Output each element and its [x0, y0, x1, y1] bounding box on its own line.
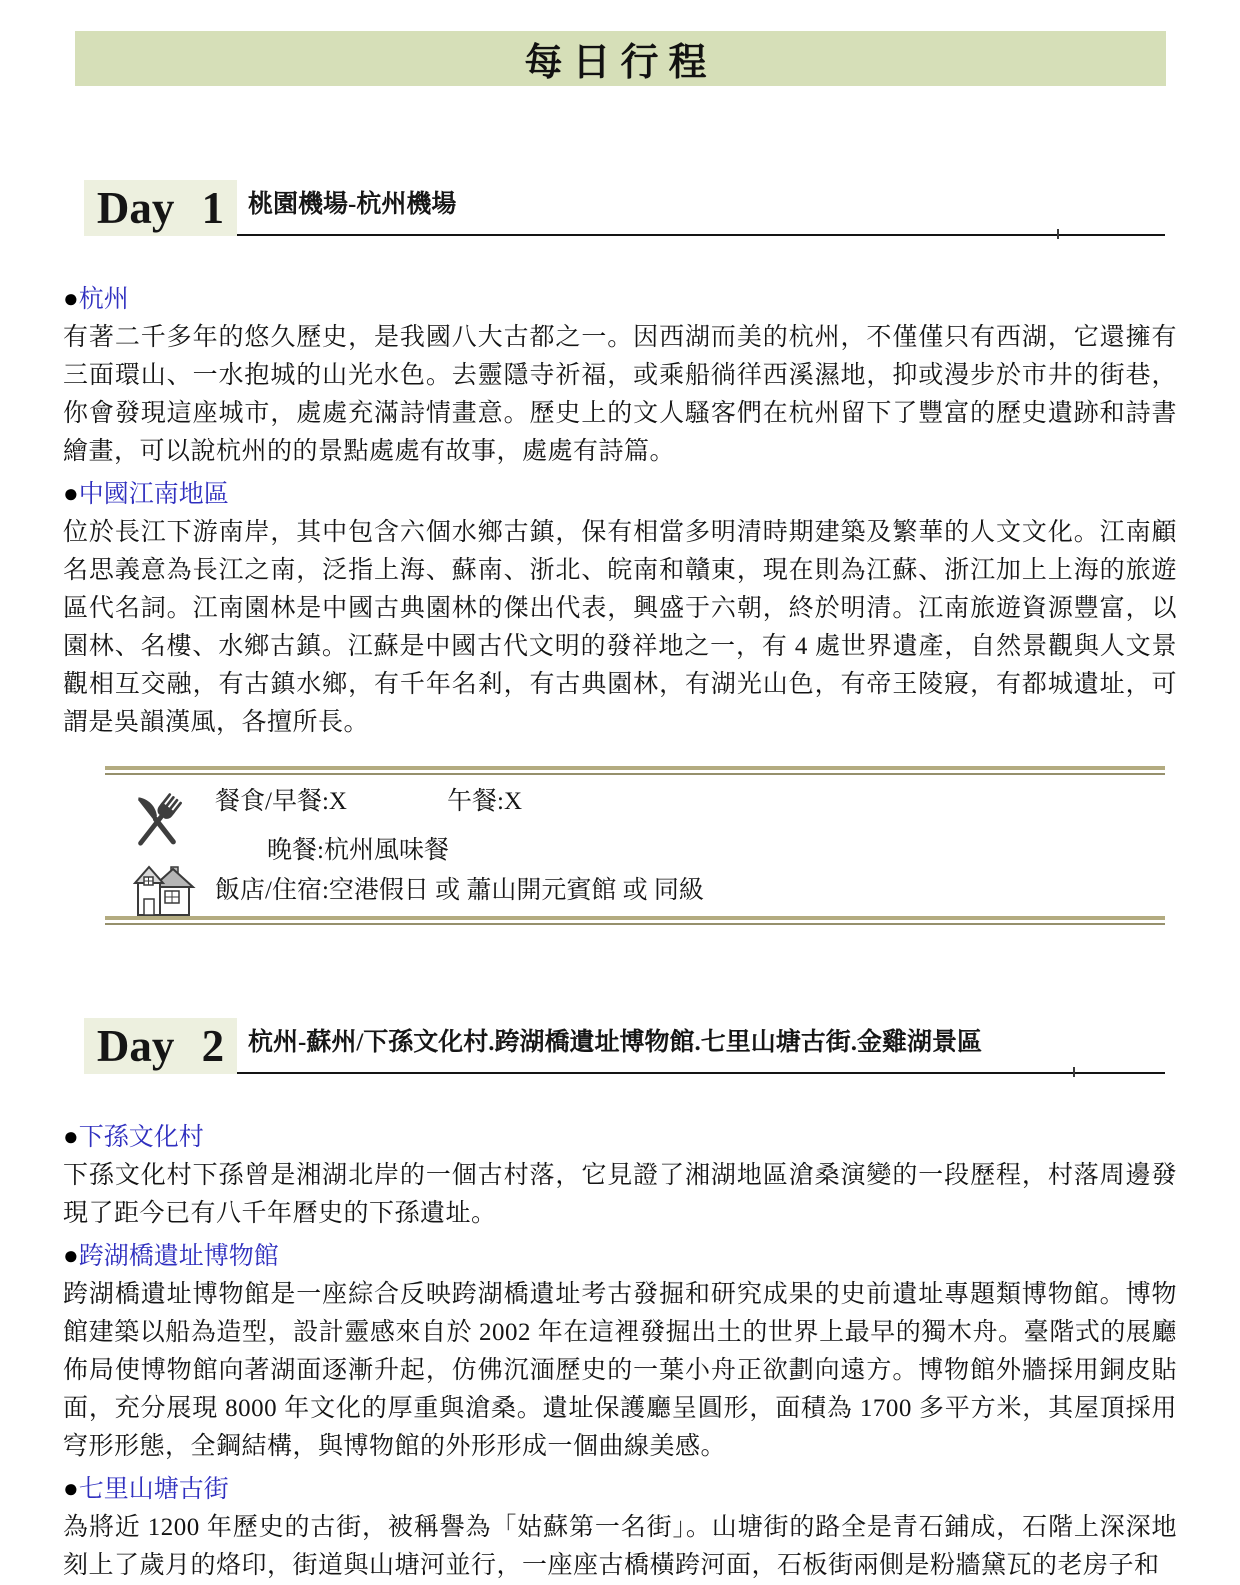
bullet-icon: ● [63, 1474, 79, 1503]
day-1-route: 桃園機場-杭州機場 [248, 191, 457, 218]
day-2-content [63, 1118, 1177, 1585]
meals-hotel-box [105, 766, 1165, 925]
meals-row-dinner [215, 832, 1165, 870]
section-paragraph: 位於長江下游南岸，其中包含六個水鄉古鎮，保有相當多明清時期建築及繁華的人文文化。江南顧名思義意為長江之南，泛指上海、蘇南、浙北、皖南和贛東，現在則為江蘇、浙江加上上海的旅遊區代名詞。江南園林是中國古典園林的傑出代表，興盛于六朝，終於明清。江南旅遊資源豐富，以園林、名樓、水鄉古鎮。江蘇是中國古代文明的發祥地之一，有 4 處世界遺產，自然景觀與人文景觀相互交融，有古鎮水鄉，有千年名剎，有古典園林，有湖光山色，有帝王陵寢，有都城遺址，可謂是吳韻漢風，各擅所長。 [63, 519, 1177, 736]
box-rule-bottom-thin [105, 923, 1165, 925]
day-1-section [0, 180, 1240, 925]
page-title-banner [75, 31, 1166, 86]
day-2-route: 杭州-蘇州/下孫文化村.跨湖橋遺址博物館.七里山塘古街.金雞湖景區 [248, 1029, 983, 1056]
breakfast-value: 餐食/早餐:X [215, 788, 347, 815]
section-heading [63, 1470, 1177, 1509]
fork-knife-icon [127, 789, 187, 858]
bullet-icon: ● [63, 284, 79, 313]
section-paragraph: 有著二千多年的悠久歷史，是我國八大古都之一。因西湖而美的杭州，不僅僅只有西湖，它還擁有三面環山、一水抱城的山光水色。去靈隱寺祈福，或乘船徜徉西溪濕地，抑或漫步於市井的街巷，你會發現這座城市，處處充滿詩情畫意。歷史上的文人騷客們在杭州留下了豐富的歷史遺跡和詩書繪畫，可以說杭州的的景點處處有故事，處處有詩篇。 [63, 324, 1177, 465]
day-2-section [0, 1018, 1240, 1585]
hotel-row [215, 872, 1165, 910]
day-2-title-rule [237, 1018, 1165, 1074]
section-title: 中國江南地區 [78, 481, 229, 508]
box-rule-bottom-thick [105, 916, 1165, 920]
hotel-value: 飯店/住宿:空港假日 或 蕭山開元賓館 或 同級 [215, 877, 704, 904]
bullet-icon: ● [63, 1241, 79, 1270]
itinerary-page [0, 31, 1240, 1585]
day-1-title-rule [237, 180, 1165, 236]
meals-hotel-content [105, 775, 1165, 916]
section-heading [63, 1237, 1177, 1276]
day-1-header [84, 180, 1165, 236]
section-title: 下孫文化村 [78, 1124, 204, 1151]
lunch-value: 午餐:X [447, 788, 523, 815]
box-rule-top-thick [105, 766, 1165, 770]
section-paragraph: 為將近 1200 年歷史的古街，被稱譽為「姑蘇第一名街」。山塘街的路全是青石鋪成，石階上深深地刻上了歲月的烙印，街道與山塘河並行，一座座古橋橫跨河面，石板街兩側是粉牆黛瓦的老房子和 [63, 1514, 1177, 1579]
dinner-value: 晚餐:杭州風味餐 [267, 837, 449, 864]
day-1-badge: Day 1 [84, 180, 237, 236]
underline-tick [1073, 1067, 1075, 1077]
day-2-header [84, 1018, 1165, 1074]
section-paragraph: 下孫文化村下孫曾是湘湖北岸的一個古村落，它見證了湘湖地區滄桑演變的一段歷程，村落周邊發現了距今已有八千年曆史的下孫遺址。 [63, 1162, 1177, 1227]
bullet-icon: ● [63, 1122, 79, 1151]
underline-tick [1057, 229, 1059, 239]
section-heading [63, 1118, 1177, 1157]
section-paragraph: 跨湖橋遺址博物館是一座綜合反映跨湖橋遺址考古發掘和研究成果的史前遺址專題類博物館。博物館建築以船為造型，設計靈感來自於 2002 年在這裡發掘出土的世界上最早的獨木舟。臺階式的展廳佈局使博物館向著湖面逐漸升起，仿佛沉湎歷史的一葉小舟正欲劃向遠方。博物館外牆採用銅皮貼面，充分展現 8000 年文化的厚重與滄桑。遺址保護廳呈圓形，面積為 1700 多平方米，其屋頂採用穹形形態，全鋼結構，與博物館的外形形成一個曲線美感。 [63, 1281, 1177, 1460]
section-title: 七里山塘古街 [78, 1476, 229, 1503]
page-title: 每日行程 [524, 42, 717, 84]
section-title: 杭州 [78, 286, 129, 313]
day-1-content [63, 280, 1177, 742]
section-heading [63, 280, 1177, 319]
bullet-icon: ● [63, 479, 79, 508]
house-icon [133, 857, 197, 924]
section-title: 跨湖橋遺址博物館 [78, 1243, 279, 1270]
section-heading [63, 475, 1177, 514]
day-2-badge: Day 2 [84, 1018, 237, 1074]
meals-row-breakfast-lunch [215, 783, 1165, 821]
